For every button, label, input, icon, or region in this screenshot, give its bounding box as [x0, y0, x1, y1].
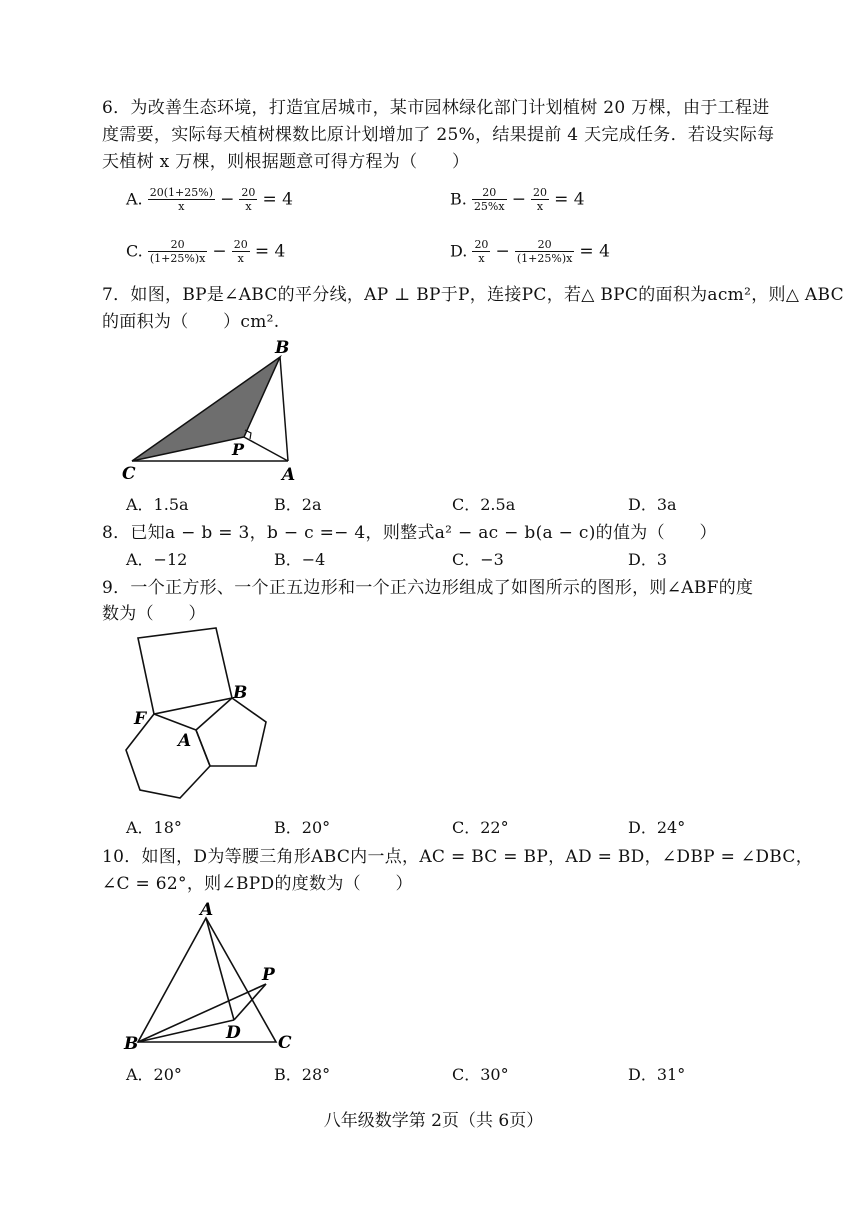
label-a: A — [200, 900, 214, 920]
q8-option-a[interactable]: A．−12 — [126, 550, 188, 569]
label-b: B — [124, 1034, 139, 1054]
fraction: $\frac{20}{x}$ — [474, 238, 489, 265]
q7-option-b[interactable]: B．2a — [274, 495, 322, 514]
fraction: $\frac{20}{x}$ — [533, 186, 548, 213]
label-d: D — [226, 1023, 241, 1043]
label-c: C — [122, 464, 136, 484]
label-b: B — [233, 683, 248, 703]
q10-figure — [120, 898, 310, 1058]
fraction: $\frac{20}{(1+25\%)x}$ — [149, 238, 206, 265]
q10-option-d[interactable]: D．31° — [628, 1065, 686, 1084]
q6-line-2: 度需要，实际每天植树棵数比原计划增加了 25%，结果提前 4 天完成任务．若设实际每 — [102, 125, 775, 145]
q7-option-a[interactable]: A．1.5a — [126, 495, 189, 514]
q9-line-1: 9．一个正方形、一个正五边形和一个正六边形组成了如图所示的图形，则∠ABF的度 — [102, 578, 754, 598]
option-label: A. — [126, 189, 143, 209]
q6-option-c[interactable]: C. $\frac{20}{(1+25\%)x}$ − $\frac{20}{x}$ = 4 — [126, 238, 286, 265]
q7-line-1: 7．如图，BP是∠ABC的平分线，AP ⊥ BP于P，连接PC，若△ BPC的面积为acm²，则△ ABC — [102, 285, 844, 305]
option-label: C. — [126, 241, 143, 261]
q9-figure — [120, 622, 280, 802]
label-a: A — [282, 465, 296, 485]
fraction: $\frac{20(1+25\%)}{x}$ — [149, 186, 213, 213]
label-p: P — [232, 440, 245, 459]
q10-line-1: 10．如图，D为等腰三角形ABC内一点，AC = BC = BP，AD = BD，∠DBP = ∠DBC， — [102, 847, 814, 867]
option-label: B. — [450, 189, 467, 209]
label-p: P — [262, 965, 275, 985]
fraction: $\frac{20}{x}$ — [241, 186, 256, 213]
label-b: B — [275, 338, 290, 358]
q10-line-2: ∠C = 62°，则∠BPD的度数为（ ） — [102, 874, 413, 894]
page-footer: 八年级数学第 2页（共 6页） — [323, 1111, 544, 1131]
q9-option-a[interactable]: A．18° — [126, 818, 182, 837]
q10-option-c[interactable]: C．30° — [452, 1065, 509, 1084]
q7-option-d[interactable]: D．3a — [628, 495, 677, 514]
q6-line-3: 天植树 x 万棵，则根据题意可得方程为（ ） — [102, 152, 470, 172]
q7-option-c[interactable]: C．2.5a — [452, 495, 516, 514]
q7-figure — [120, 335, 320, 485]
label-c: C — [278, 1033, 292, 1053]
label-f: F — [134, 709, 147, 729]
q10-option-b[interactable]: B．28° — [274, 1065, 331, 1084]
q8-line: 8．已知a − b = 3，b − c =− 4，则整式a² − ac − b(a − c)的值为（ ） — [102, 523, 717, 543]
q8-option-d[interactable]: D．3 — [628, 550, 668, 569]
q9-option-b[interactable]: B．20° — [274, 818, 331, 837]
q6-line-1: 6．为改善生态环境，打造宜居城市，某市园林绿化部门计划植树 20 万棵，由于工程进 — [102, 98, 770, 118]
fraction: $\frac{20}{(1+25\%)x}$ — [516, 238, 573, 265]
q9-line-2: 数为（ ） — [102, 604, 206, 624]
fraction: $\frac{20}{25\%x}$ — [473, 186, 505, 213]
q8-option-c[interactable]: C．−3 — [452, 550, 504, 569]
fraction: $\frac{20}{x}$ — [233, 238, 248, 265]
q6-option-b[interactable]: B. $\frac{20}{25\%x}$ − $\frac{20}{x}$ = 4 — [450, 186, 585, 213]
q9-option-c[interactable]: C．22° — [452, 818, 509, 837]
q7-line-2: 的面积为（ ）cm². — [102, 312, 280, 332]
q8-option-b[interactable]: B．−4 — [274, 550, 326, 569]
shaded-triangle-bpc — [132, 357, 280, 461]
label-a: A — [178, 731, 192, 751]
q10-option-a[interactable]: A．20° — [126, 1065, 182, 1084]
triangle-abc — [138, 918, 276, 1042]
q6-option-a[interactable]: A. $\frac{20(1+25\%)}{x}$ − $\frac{20}{x}$ = 4 — [126, 186, 293, 213]
q6-option-d[interactable]: D. $\frac{20}{x}$ − $\frac{20}{(1+25\%)x}$ = 4 — [450, 238, 610, 265]
q9-option-d[interactable]: D．24° — [628, 818, 686, 837]
square — [138, 628, 232, 714]
option-label: D. — [450, 241, 468, 261]
